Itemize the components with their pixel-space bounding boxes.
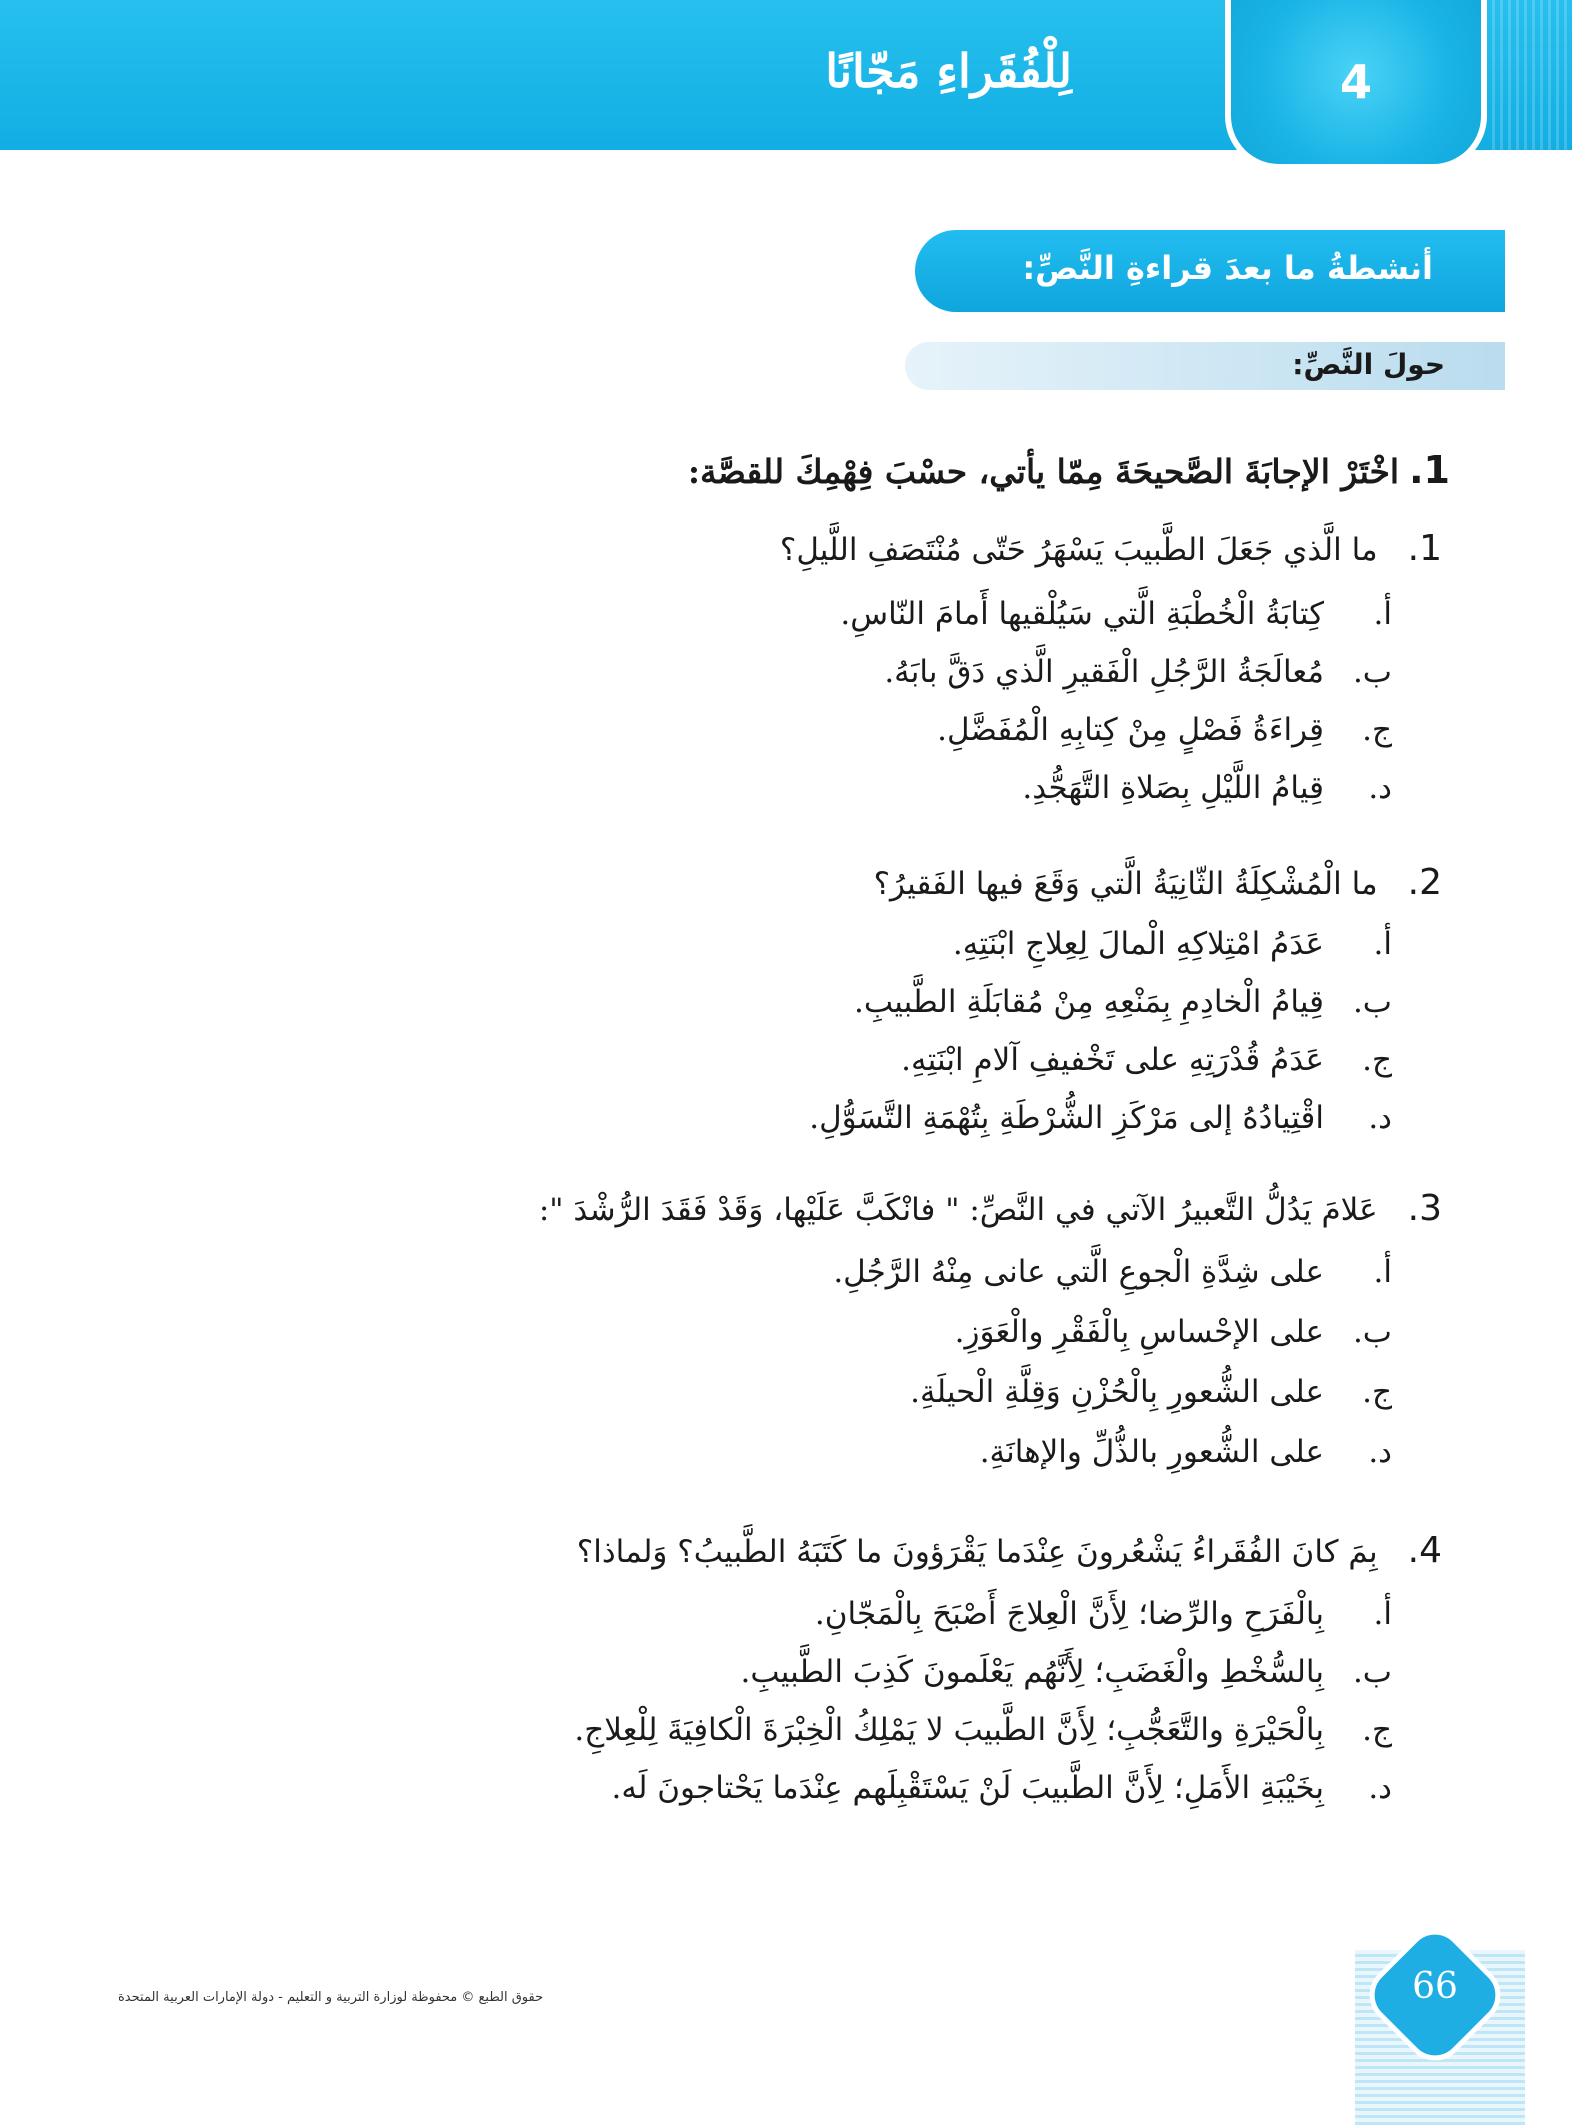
option-text: بِالسُّخْطِ والْغَضَبِ؛ لِأَنَّهُم يَعْلَمونَ كَذِبَ الطَّبيبِ. [740, 1654, 1324, 1690]
option-text: على الشُّعورِ بالذُّلِّ والإهانَةِ. [979, 1434, 1324, 1470]
option-1c [937, 712, 1392, 748]
option-3d [980, 1434, 1392, 1470]
exercise-number: 1. [1409, 448, 1450, 492]
copyright-notice: حقوق الطبع © محفوظة لوزارة التربية و التعليم - دولة الإمارات العربية المتحدة [118, 1990, 544, 2005]
question-2 [874, 862, 1442, 903]
option-text: اقْتِيادُهُ إلى مَرْكَزِ الشُّرْطَةِ بِتُهْمَةِ التَّسَوُّلِ. [809, 1100, 1324, 1136]
option-3a [833, 1254, 1392, 1290]
option-label: د. [1368, 770, 1392, 806]
question-3 [539, 1188, 1442, 1229]
question-number: 1. [1407, 528, 1442, 569]
option-4c [574, 1712, 1392, 1748]
option-text: بِخَيْبَةِ الأَمَلِ؛ لِأَنَّ الطَّبيبَ لَنْ يَسْتَقْبِلَهم عِنْدَما يَحْتاجونَ لَه. [611, 1770, 1324, 1806]
option-text: قِراءَةُ فَصْلٍ مِنْ كِتابِهِ الْمُفَضَّلِ. [937, 712, 1324, 748]
question-1 [780, 528, 1442, 569]
option-text: عَدَمُ امْتِلاكِهِ الْمالَ لِعِلاجِ ابْنَتِهِ. [952, 926, 1324, 962]
question-4 [577, 1530, 1442, 1571]
option-2a [953, 926, 1392, 962]
option-label: ب. [1352, 654, 1392, 690]
option-3b [955, 1314, 1392, 1350]
option-text: بِالْحَيْرَةِ والتَّعَجُّبِ؛ لِأَنَّ الطَّبيبَ لا يَمْلِكُ الْخِبْرَةَ الْكافِيَةَ لِلْعِلاجِ. [574, 1712, 1324, 1748]
option-label: ج. [1362, 1374, 1392, 1410]
exercise-instruction [688, 448, 1450, 492]
option-4b [740, 1654, 1392, 1690]
question-number: 2. [1407, 862, 1442, 903]
option-text: مُعالَجَةُ الرَّجُلِ الْفَقيرِ الَّذي دَقَّ بابَهُ. [884, 654, 1324, 690]
question-text: ما الَّذي جَعَلَ الطَّبيبَ يَسْهَرُ حَتّى مُنْتَصَفِ اللَّيلِ؟ [779, 532, 1378, 568]
option-label: أ. [1373, 1254, 1392, 1290]
option-label: أ. [1373, 926, 1392, 962]
option-text: على الإحْساسِ بِالْفَقْرِ والْعَوَزِ. [954, 1314, 1324, 1350]
option-text: عَدَمُ قُدْرَتِهِ على تَخْفيفِ آلامِ ابْنَتِهِ. [901, 1042, 1324, 1078]
option-text: على الشُّعورِ بِالْحُزْنِ وَقِلَّةِ الْحيلَةِ. [910, 1374, 1324, 1410]
option-label: د. [1368, 1100, 1392, 1136]
question-number: 4. [1407, 1530, 1442, 1571]
option-label: ب. [1352, 984, 1392, 1020]
option-4a [815, 1596, 1392, 1632]
question-text: عَلامَ يَدُلُّ التَّعبيرُ الآتي في النَّصِّ: " فانْكَبَّ عَلَيْها، وَقَدْ فَقَدَ الرُّشْدَ ": [538, 1192, 1378, 1228]
unit-number: 4 [1339, 55, 1372, 109]
option-label: ج. [1362, 1042, 1392, 1078]
option-label: أ. [1373, 596, 1392, 632]
option-text: قِيامُ اللَّيْلِ بِصَلاةِ التَّهَجُّدِ. [1022, 770, 1324, 806]
question-number: 3. [1407, 1188, 1442, 1229]
option-2d [809, 1100, 1392, 1136]
option-1d [1022, 770, 1392, 806]
option-4d [612, 1770, 1393, 1806]
option-1b [884, 654, 1392, 690]
option-text: قِيامُ الْخادِمِ بِمَنْعِهِ مِنْ مُقابَلَةِ الطَّبيبِ. [853, 984, 1324, 1020]
option-text: بِالْفَرَحِ والرِّضا؛ لِأَنَّ الْعِلاجَ أَصْبَحَ بِالْمَجّانِ. [814, 1596, 1324, 1632]
option-label: ج. [1362, 1712, 1392, 1748]
option-label: ج. [1362, 712, 1392, 748]
question-text: ما الْمُشْكِلَةُ الثّانِيَةُ الَّتي وَقَعَ فيها الفَقيرُ؟ [873, 866, 1378, 902]
option-1a [840, 596, 1392, 632]
question-text: بِمَ كانَ الفُقَراءُ يَشْعُرونَ عِنْدَما يَقْرَؤونَ ما كَتَبَهُ الطَّبيبُ؟ وَلماذا؟ [576, 1534, 1378, 1570]
option-2c [901, 1042, 1392, 1078]
option-text: على شِدَّةِ الْجوعِ الَّتي عانى مِنْهُ الرَّجُلِ. [833, 1254, 1324, 1290]
section-title: أنشطةُ ما بعدَ قراءةِ النَّصِّ: [1022, 249, 1433, 287]
option-2b [854, 984, 1392, 1020]
lesson-title: لِلْفُقَراءِ مَجّانًا [825, 44, 1072, 98]
option-text: كِتابَةُ الْخُطْبَةِ الَّتي سَيُلْقيها أَمامَ النّاسِ. [840, 596, 1324, 632]
option-label: أ. [1373, 1596, 1392, 1632]
option-label: د. [1368, 1770, 1392, 1806]
option-label: د. [1368, 1434, 1392, 1470]
instruction-text: اخْتَرْ الإجابَةَ الصَّحيحَةَ مِمّا يأتي، حسْبَ فِهْمِكَ للقصَّة: [687, 452, 1400, 491]
subsection-title: حولَ النَّصِّ: [1292, 348, 1445, 381]
option-label: ب. [1352, 1314, 1392, 1350]
option-3c [910, 1374, 1392, 1410]
page-number: 66 [1412, 1966, 1458, 2007]
option-label: ب. [1352, 1654, 1392, 1690]
